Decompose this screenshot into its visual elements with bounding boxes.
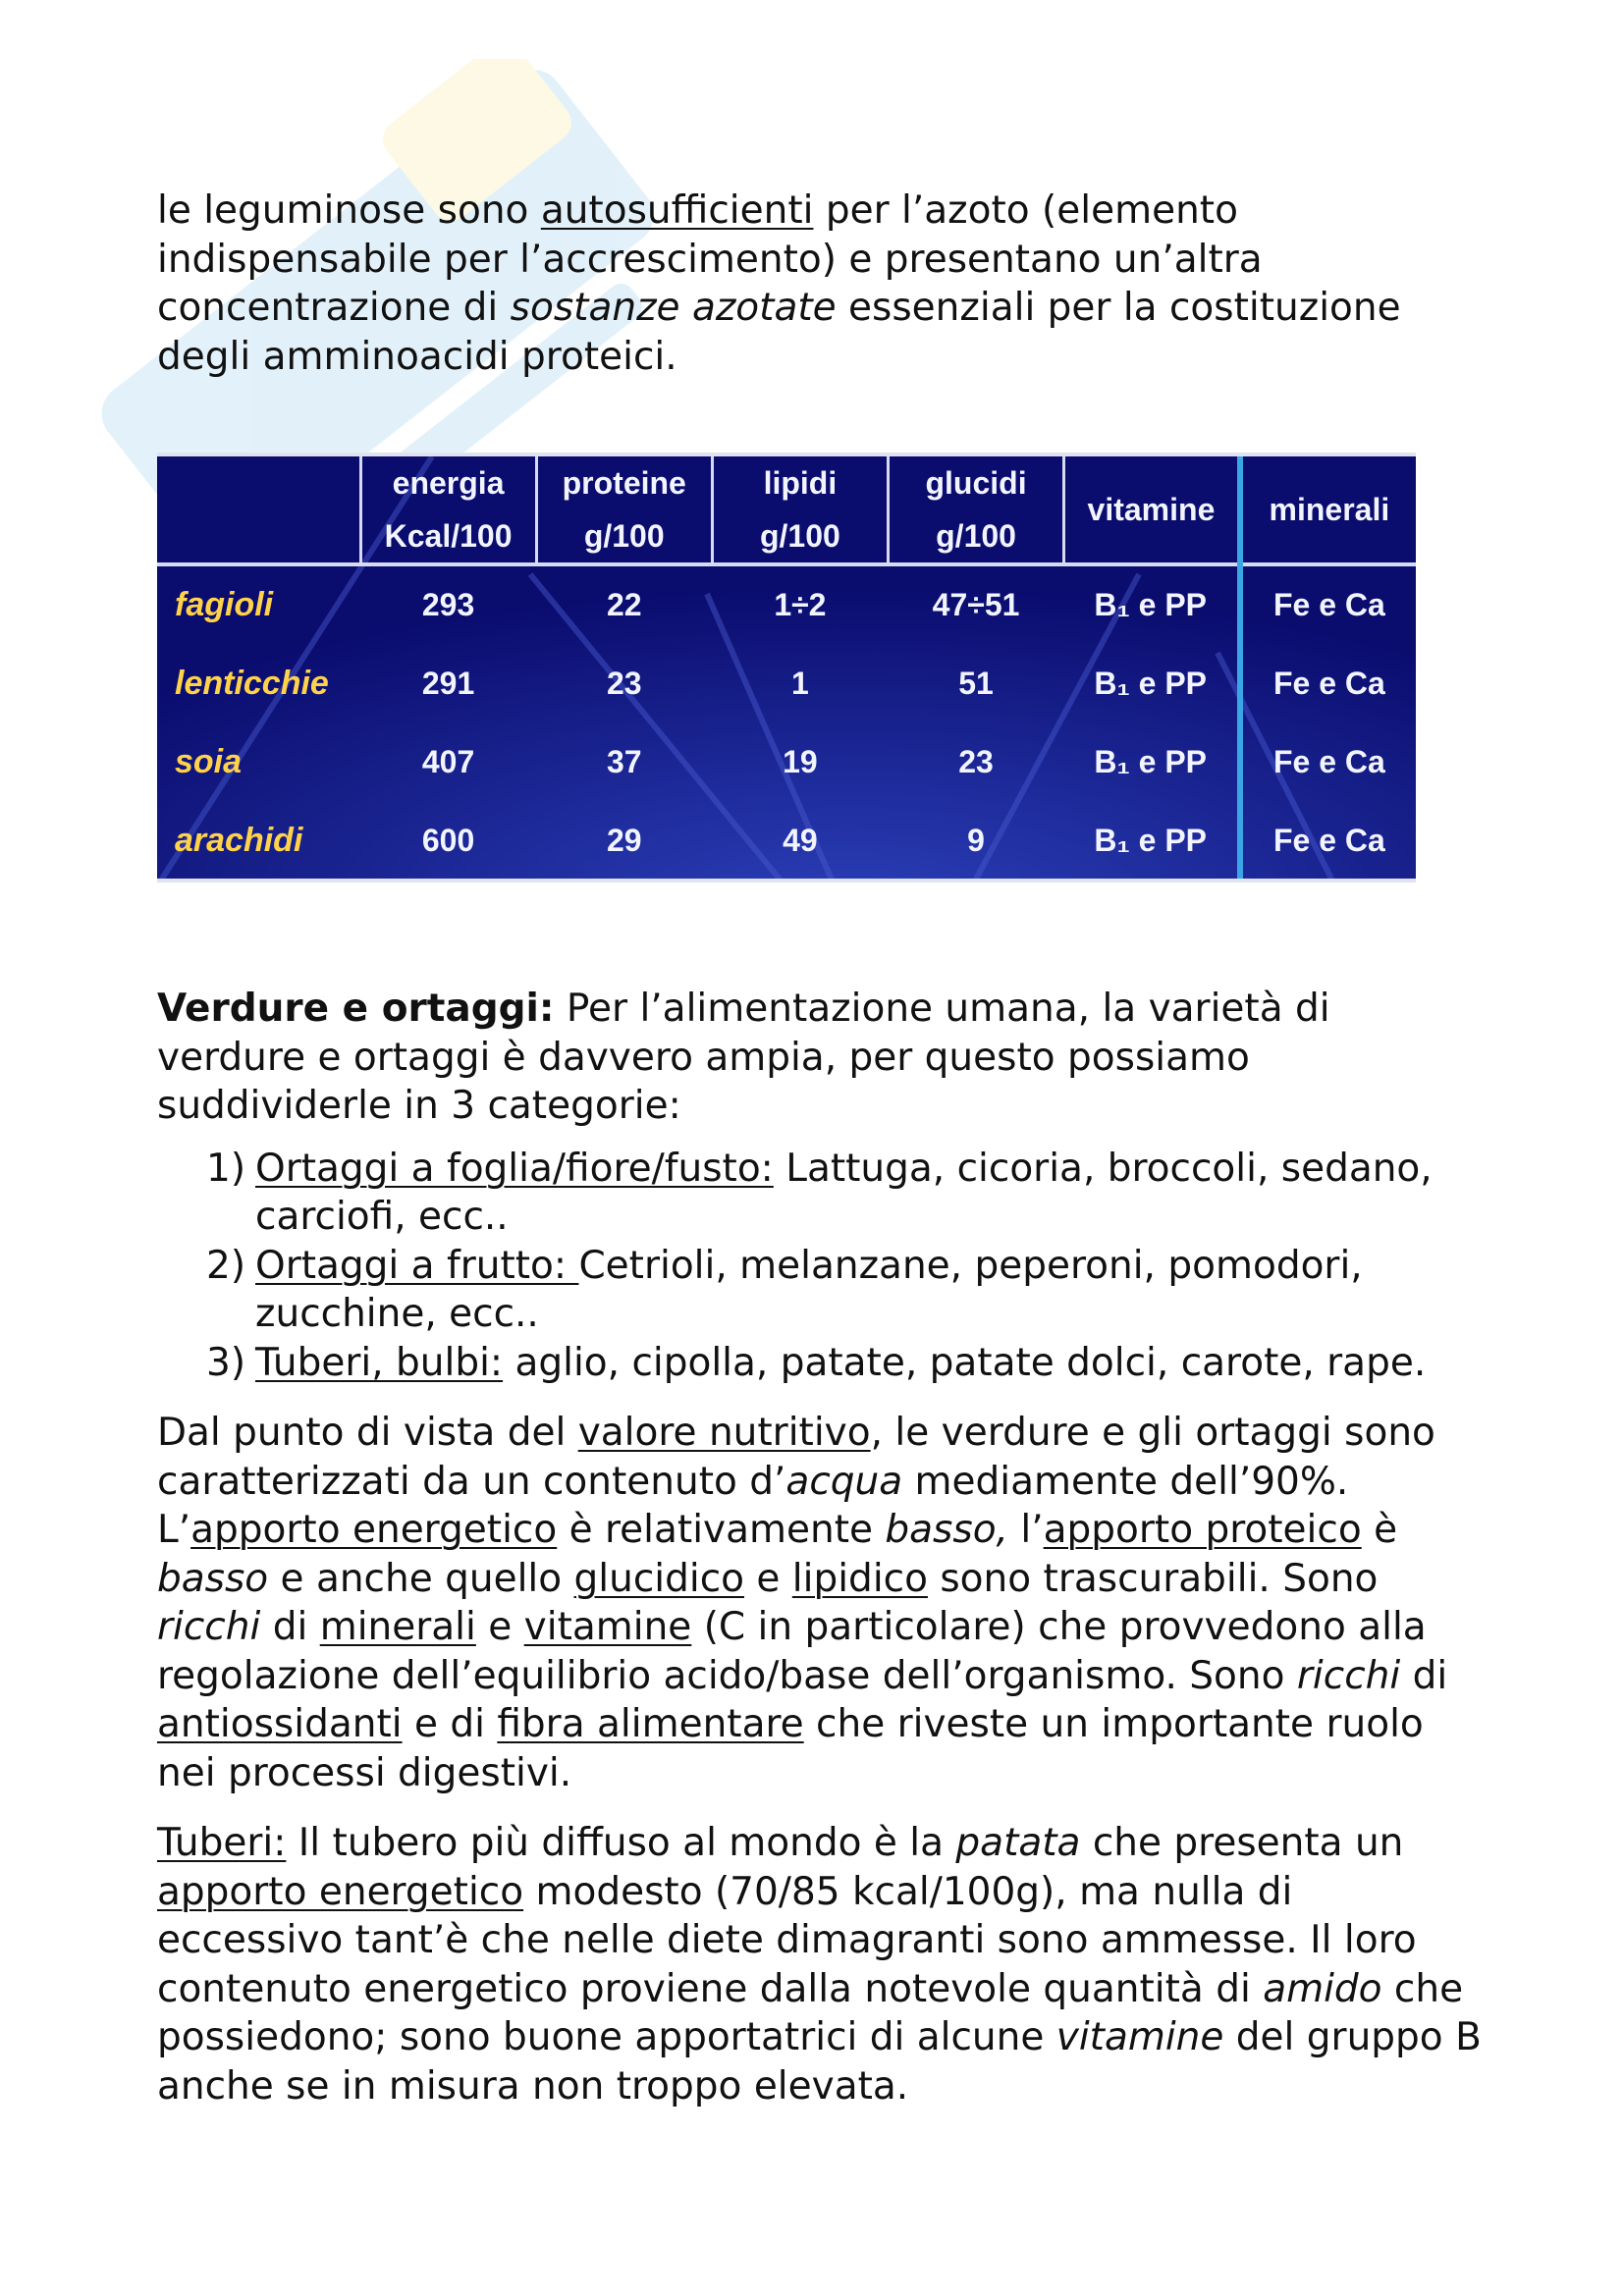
row-label: lenticchie [175,665,329,703]
valore-nutritivo-paragraph: Dal punto di vista del valore nutritivo, le verdure e gli ortaggi sono caratterizzati da un contenuto d’acqua mediamente dell’90%. L’apporto energetico è relativamente basso, l’apporto proteico è basso e anche quello glucidico e lipidico sono trascurabili. Sono ricchi di minerali e vitamine (C in particolare) che provvedono alla regolazione dell’equilibrio acido/base dell’organismo. Sono ricchi di antiossidanti e di fibra alimentare che riveste un importante ruolo nei processi digestivi. [157,1411,1448,1795]
cell-glucidi: 9 [967,823,985,859]
intro-paragraph: le leguminose sono autosufficienti per l’azoto (elemento indispensabile per l’accrescimento) e presentano un’altra concentrazione di sostanze azotate essenziali per la costituzione degli amminoacidi proteici. [157,188,1401,379]
cell-glucidi: 47÷51 [932,587,1020,623]
cell-minerali: Fe e Ca [1240,802,1416,881]
row-label: arachidi [175,822,303,860]
cell-vitamine: B₁ e PP [1094,744,1207,780]
table-row [157,645,1416,723]
table-row [157,723,1416,802]
list-item: 1) Ortaggi a foglia/fiore/fusto: Lattuga, cicoria, broccoli, sedano, carciofi, ecc.. [206,1146,1433,1239]
cell-lipidi: 19 [783,744,818,780]
header-lipidi: lipidi g/100 [712,456,888,564]
cell-vitamine: B₁ e PP [1094,587,1207,623]
cell-energia: 600 [421,823,475,859]
cell-minerali: Fe e Ca [1240,723,1416,802]
cell-lipidi: 49 [783,823,818,859]
cell-glucidi: 51 [958,666,994,702]
cell-energia: 293 [421,587,475,623]
header-proteine: proteine g/100 [536,456,712,564]
table-row [157,564,1416,645]
cell-lipidi: 1÷2 [774,587,827,623]
list-item: 3) Tuberi, bulbi: aglio, cipolla, patate, patate dolci, carote, rape. [206,1340,1427,1385]
cell-energia: 407 [421,744,475,780]
underlined-term: autosufficienti [540,188,814,233]
cell-proteine: 37 [606,744,642,780]
cell-minerali: Fe e Ca [1240,564,1416,645]
document-page [157,187,1483,2110]
cell-proteine: 23 [606,666,642,702]
cell-lipidi: 1 [790,666,809,702]
list-item: 2) Ortaggi a frutto: Cetrioli, melanzane, peperoni, pomodori, zucchine, ecc.. [206,1243,1363,1336]
cell-vitamine: B₁ e PP [1094,666,1207,702]
section-heading: Verdure e ortaggi: [157,987,555,1031]
cell-proteine: 22 [606,587,642,623]
header-empty [157,456,360,564]
italic-term: sostanze azotate [510,286,837,330]
cell-vitamine: B₁ e PP [1094,823,1207,859]
header-vitamine: vitamine [1064,456,1240,564]
table-row [157,802,1416,881]
tuberi-paragraph: Tuberi: Il tubero più diffuso al mondo è la patata che presenta un apporto energetico modesto (70/85 kcal/100g), ma nulla di eccessivo tant’è che nelle diete dimagranti sono ammesse. Il loro contenuto energetico proviene dalla notevole quantità di amido che possiedono; sono buone apportatrici di alcune vitamine del gruppo B anche se in misura non troppo elevata. [157,1821,1482,2109]
row-label: soia [175,743,243,781]
header-minerali: minerali [1240,456,1416,564]
legumes-nutrition-table [157,453,1416,882]
verdure-paragraph: Verdure e ortaggi: Per l’alimentazione umana, la varietà di verdure e ortaggi è davvero ampia, per questo possiamo suddividerle in 3 categorie: [157,987,1330,1128]
table-header-row [157,456,1416,564]
header-energia: energia Kcal/100 [360,456,536,564]
header-glucidi: glucidi g/100 [888,456,1063,564]
cell-glucidi: 23 [958,744,994,780]
cell-energia: 291 [421,666,475,702]
categories-list [206,1145,1483,1388]
nutrition-table [157,456,1416,881]
cell-proteine: 29 [606,823,642,859]
row-label: fagioli [175,586,274,624]
cell-minerali: Fe e Ca [1240,645,1416,723]
